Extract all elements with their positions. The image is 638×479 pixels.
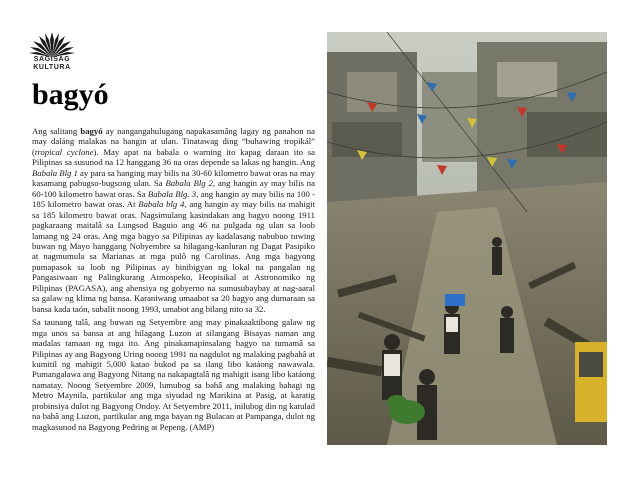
text-run: ay para sa hanging may bilis na 30-60 kilometro bawat oras na may kasamang pabugso-bugsong ulan. Sa: [32, 167, 316, 189]
text-run: Ang salitang: [32, 126, 81, 136]
italic-term: Babala Blg 2: [165, 178, 213, 189]
text-run: ). May apat na babala o warning ito kapag daraan ito sa Pilipinas sa susunod na 12 hanggang 36 na oras depende sa lakas ng hangin. Ang: [32, 146, 315, 168]
page-title: bagyó: [32, 78, 109, 111]
text-run: , ang hangin ay may bilis na mahigit sa 185 kilometro bawat oras. Nagsimulang kasindakan ang bagyo noong 1911 pagkaraang maitalâ sa Lungsod Baguio ang 46 na pulgada ng ulan sa loob lamang ng 24 oras. Ang mga bagyo sa Pilipinas ay kadalasang nabubuo tuwing buwan ng Mayo hanggang Nobyembre sa hilagang-kanluran ng Dagat Pasipiko at nagmumula sa Marianas at mga pulô ng Carolinas. Ang mga bagyong pumapasok sa loob ng Pilipinas ay binibigyan ng lokal na pangalan ng Pangasiwaan ng Palingkurang Atmospeko, Heopisikal at Astronomiko ng Pilipinas (PAGASA), ang ahensiya ng gobyerno na sumusubaybay at nag-aaral sa galaw ng klima ng bansa. Karaniwang umaabot sa 20 bagyo ang dumaraan sa bansa kada taón, subalit noong 1993, umabot ang bilang nito sa 32.: [32, 199, 316, 314]
paragraph-2: [32, 317, 315, 432]
italic-term: Babala blg 4: [138, 199, 185, 210]
italic-term: tropical cyclone: [34, 146, 94, 157]
typhoon-flood-photo: [327, 32, 607, 445]
text-run: Sa taunang talâ, ang buwan ng Setyembre ang may pinakaaktibong galaw ng mga unos sa bansa at ang hilagang Luzon at silangang Bisayas naman ang madalas tamaan ng mga ito. Ang pinakamapinsalang bagyo na tumamâ sa Pilipinas ay ang Bagyong Uring noong 1991 na nagdulot ng malaking pagbahâ at kumitil ng mahigit 5,000 katao bukod pa sa ilang libo katáong nawawala. Pumangalawa ang Bagyong Nitang na nakapagtalâ ng mahigit isang libo katáong namatay. Noong Setyembre 2009, lumubog sa bahâ ang malaking bahagi ng Metro Maynila, partikular ang mga siyudad ng Marikina at Pasig, at karatig probinsiya dulot ng Bagyong Ondoy. At Setyembre 2011, inilubog din ng katulad na bahâ ang Luzon, partikular ang mga bayan ng Bulacan at Pampanga, dulot ng magkasunod na Bagyong Pedring at Pepeng. (AMP): [32, 317, 315, 432]
text-run: ay nangangahulugang napakasamâng lagay ng panahon na may daláng malakas na hangin at ulan. Tinatawag ding “buhawing tropikál” (: [32, 126, 316, 157]
sunburst-logo-icon: [28, 28, 76, 58]
italic-term: Babala Blg 1: [32, 167, 78, 178]
text-run: , ang hangin ay may bilis na 100 - 185 kilometro bawat oras. At: [32, 188, 316, 210]
bold-term: bagyó: [80, 126, 103, 136]
italic-term: Babala Blg. 3: [147, 188, 197, 199]
article-body: [32, 126, 315, 435]
logo-line-1: SAGISAG: [33, 56, 71, 63]
paragraph-1: [32, 126, 315, 314]
logo-text: [24, 56, 80, 72]
logo-line-2: KULTURA: [33, 64, 71, 71]
text-run: , ang hangin ay may bilis na 60-100 kilometro bawat oras. Sa: [32, 178, 315, 199]
